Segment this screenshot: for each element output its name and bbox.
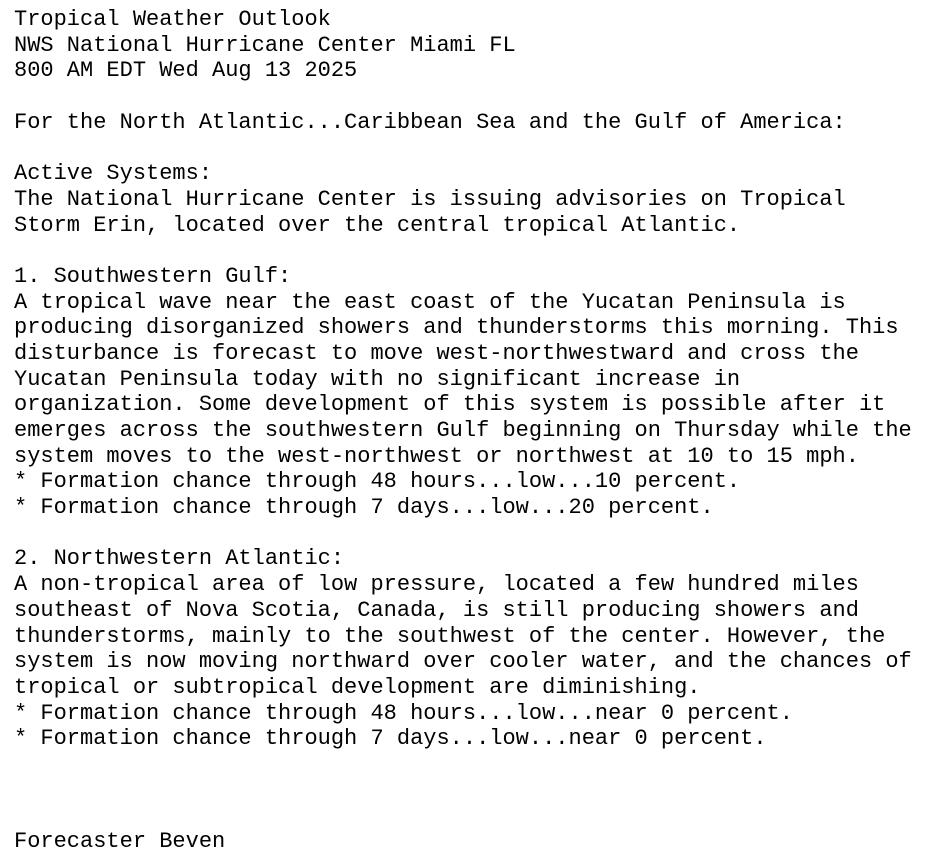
system-discussion-line: A tropical wave near the east coast of the Yucatan Peninsula is	[14, 289, 846, 315]
system-section-2	[14, 546, 950, 752]
formation-chance-7d: * Formation chance through 7 days...low...near 0 percent.	[14, 726, 767, 752]
system-section-1	[14, 264, 950, 521]
system-discussion-line: thunderstorms, mainly to the southwest of the center. However, the	[14, 623, 886, 649]
document-title: Tropical Weather Outlook	[14, 7, 331, 32]
system-heading: 2. Northwestern Atlantic:	[14, 546, 345, 572]
system-discussion-line: disturbance is forecast to move west-northwestward and cross the	[14, 340, 859, 366]
system-discussion-line: system moves to the west-northwest or northwest at 10 to 15 mph.	[14, 443, 859, 469]
formation-chance-48h: * Formation chance through 48 hours...low...near 0 percent.	[14, 700, 793, 726]
blank-gap	[14, 752, 950, 829]
system-discussion-line: system is now moving northward over cooler water, and the chances of	[14, 649, 912, 675]
active-systems-line: Storm Erin, located over the central tropical Atlantic.	[14, 212, 741, 238]
formation-chance-48h: * Formation chance through 48 hours...low...10 percent.	[14, 469, 741, 495]
region-statement: For the North Atlantic...Caribbean Sea and the Gulf of America:	[14, 109, 846, 135]
system-discussion-line: southeast of Nova Scotia, Canada, is still producing showers and	[14, 597, 859, 623]
formation-chance-7d: * Formation chance through 7 days...low...20 percent.	[14, 495, 714, 521]
active-systems-line: The National Hurricane Center is issuing advisories on Tropical	[14, 186, 846, 212]
blank-line	[14, 84, 950, 110]
system-discussion-line: A non-tropical area of low pressure, located a few hundred miles	[14, 572, 859, 598]
system-discussion-line: emerges across the southwestern Gulf beginning on Thursday while the	[14, 418, 912, 443]
active-systems-heading: Active Systems:	[14, 161, 213, 187]
forecaster-signature: Forecaster Beven	[14, 829, 226, 855]
issuing-office: NWS National Hurricane Center Miami FL	[14, 32, 516, 58]
blank-line	[14, 238, 950, 264]
system-discussion-line: tropical or subtropical development are diminishing.	[14, 674, 701, 700]
system-discussion-line: organization. Some development of this system is possible after it	[14, 392, 886, 418]
system-heading: 1. Southwestern Gulf:	[14, 263, 292, 289]
blank-line	[14, 135, 950, 161]
system-discussion-line: producing disorganized showers and thunderstorms this morning. This	[14, 315, 899, 341]
issue-time: 800 AM EDT Wed Aug 13 2025	[14, 58, 358, 84]
system-discussion-line: Yucatan Peninsula today with no significant increase in	[14, 366, 741, 392]
blank-line	[14, 521, 950, 547]
